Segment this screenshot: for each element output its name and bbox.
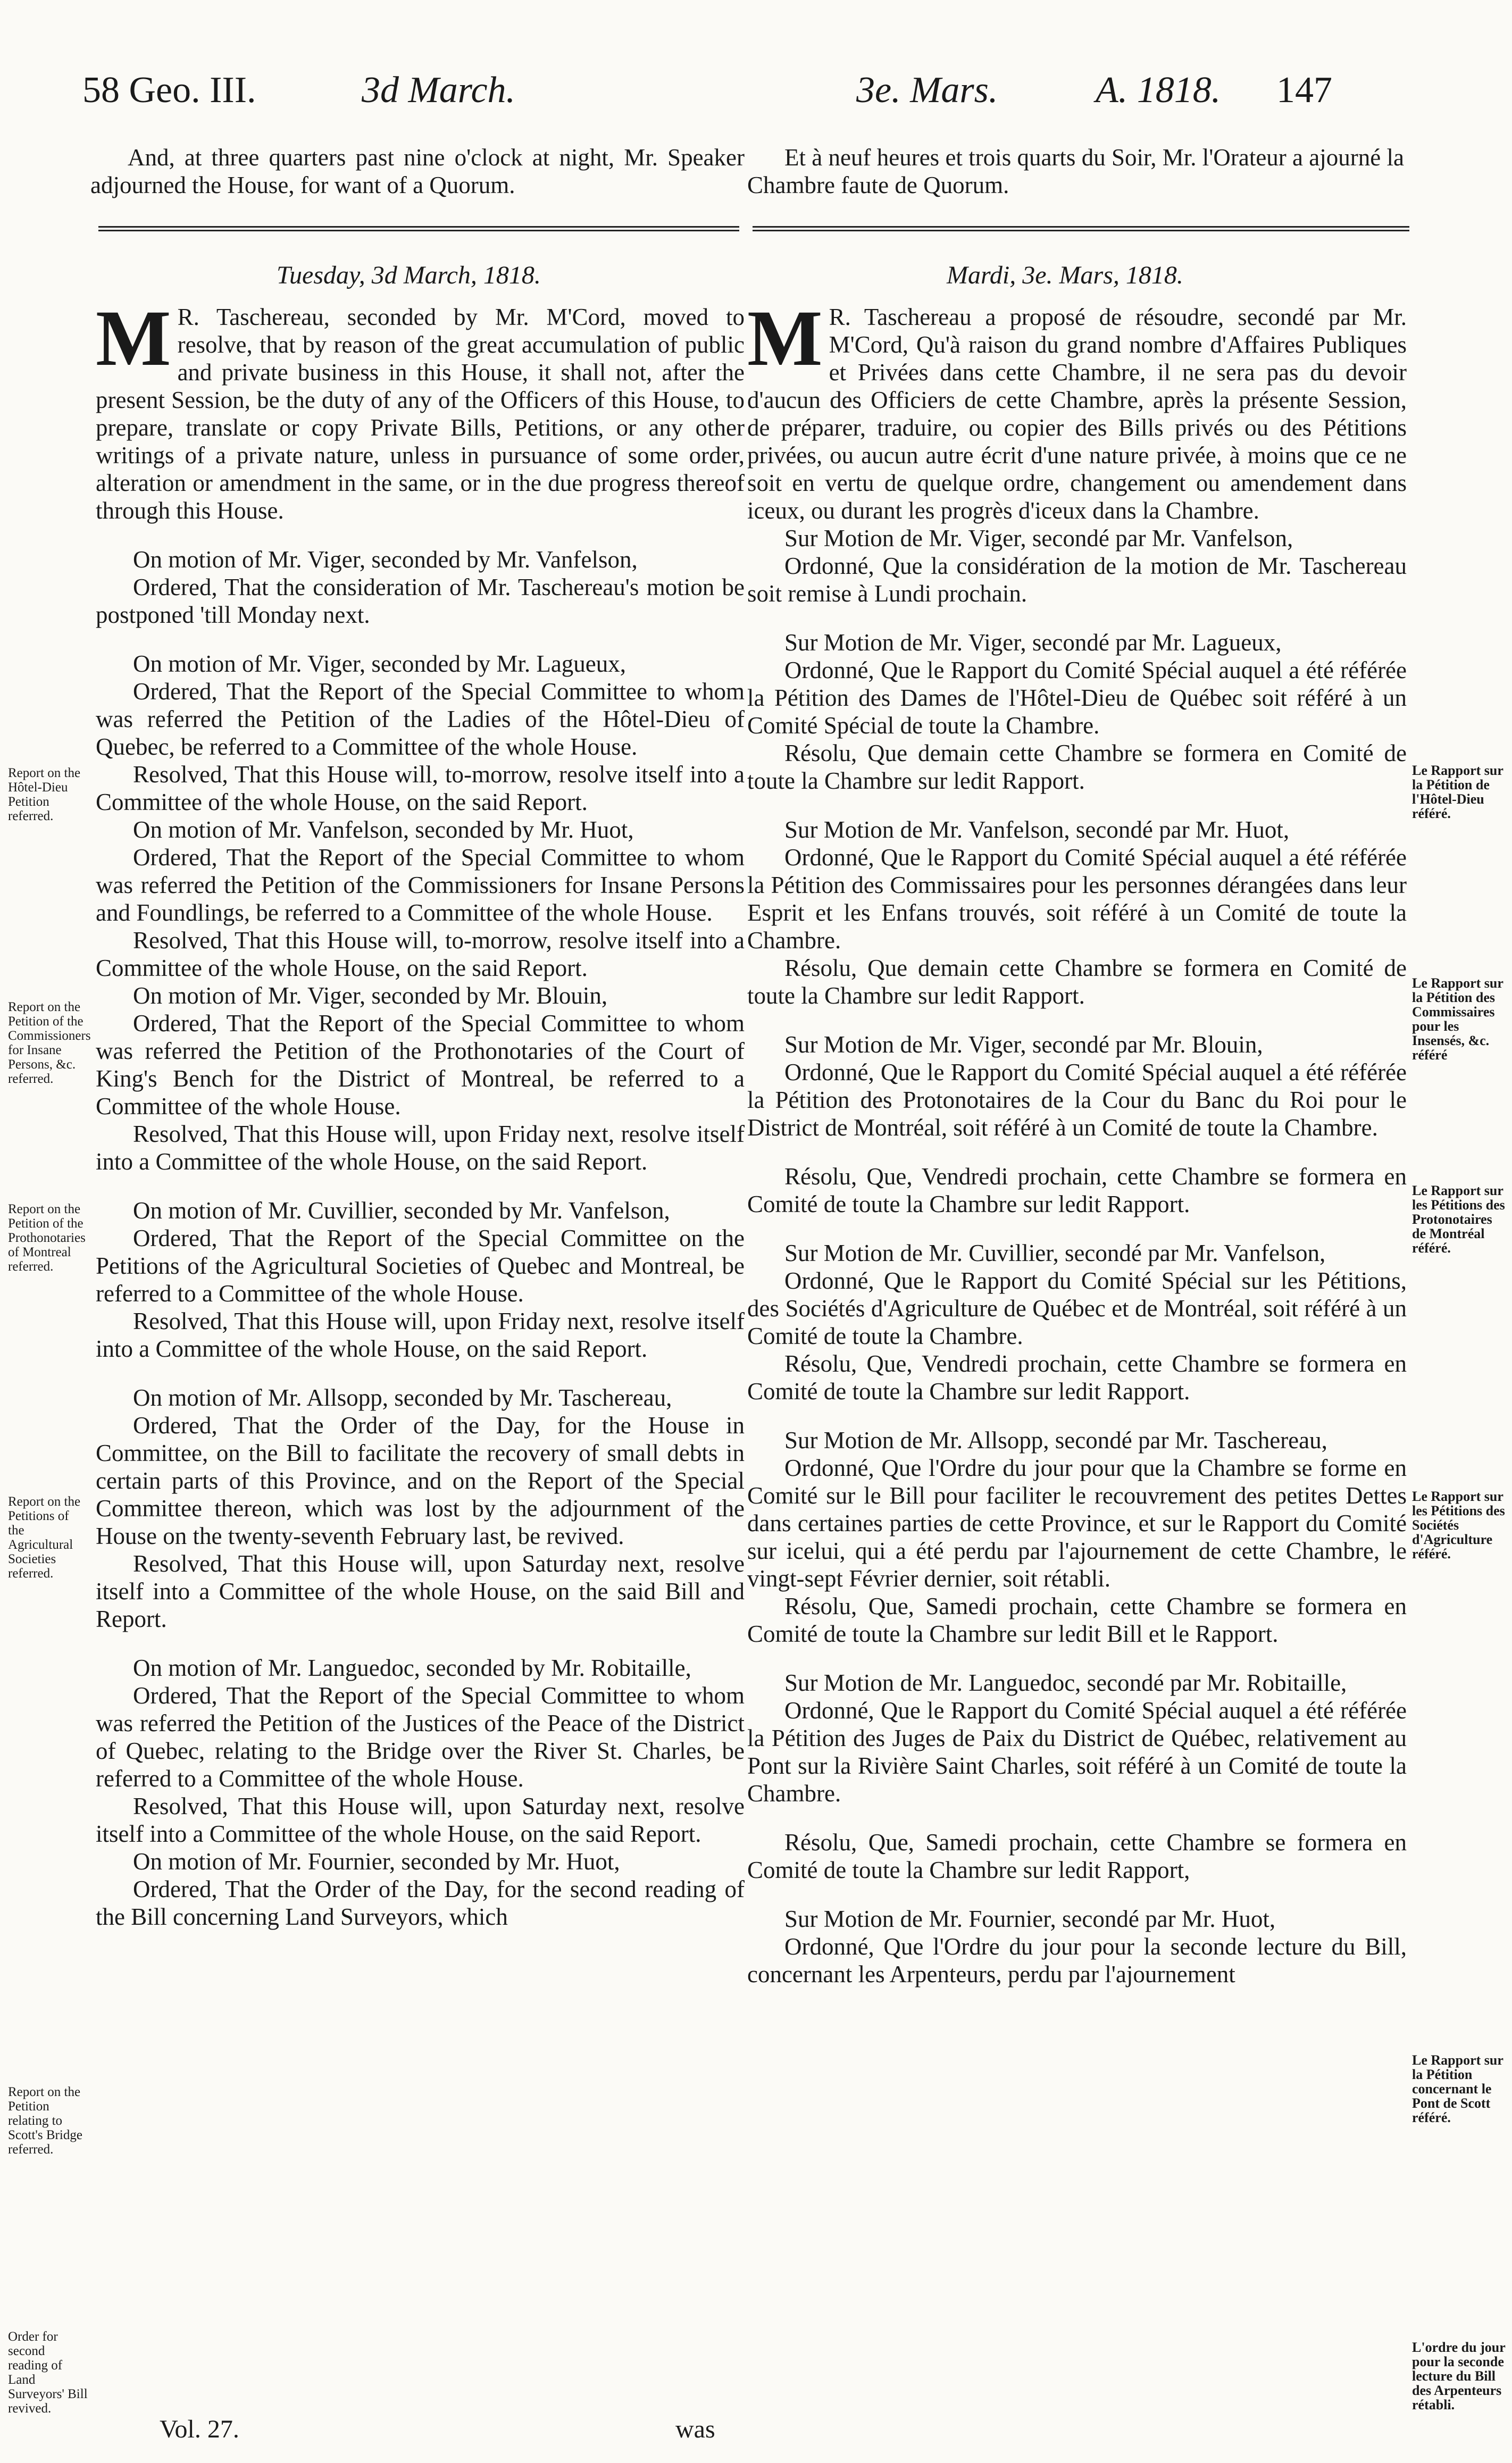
en-ordered: Ordered, That the Report of the Special Committee on the Petitions of the Agricultural Societies of Quebec and Montreal, be referred to a Committee of the whole House. — [96, 1225, 745, 1307]
margin-note-en: Report on the Hôtel-Dieu Petition referred. — [8, 766, 81, 823]
margin-note-fr: L'ordre du jour pour la seconde lecture du Bill des Arpenteurs rétabli. — [1412, 2340, 1506, 2412]
volume-signature: Vol. 27. — [160, 2415, 239, 2443]
en-motion: On motion of Mr. Viger, seconded by Mr. Blouin, — [133, 982, 608, 1009]
margin-note-fr: Le Rapport sur la Pétition de l'Hôtel-Dieu référé. — [1412, 763, 1503, 821]
fr-ordonne: Ordonné, Que l'Ordre du jour pour que la Chambre se forme en Comité sur le Bill pour faciliter le recouvrement des petites Dettes dans certaines parties de cette Province, et sur le Rapport du Comité sur icelui, qui a été perdu par l'ajournement de cette Chambre, le vingt-sept Février dernier, soit rétabli. — [747, 1455, 1407, 1592]
en-resolved: Resolved, That this House will, upon Friday next, resolve itself into a Committee of the whole House, on the said Report. — [96, 1308, 745, 1362]
en-resolved: Resolved, That this House will, to-morrow, resolve itself into a Committee of the whole House, on the said Report. — [96, 761, 745, 815]
fr-motion: Sur Motion de Mr. Viger, secondé par Mr. Blouin, — [784, 1031, 1263, 1058]
header-date-fr: 3e. Mars. — [856, 70, 998, 111]
margin-note-en: Report on the Petition of the Prothonotaries of Montreal referred. — [8, 1202, 86, 1274]
en-ordered: Ordered, That the Order of the Day, for the second reading of the Bill concerning Land Surveyors, which — [96, 1876, 745, 1930]
fr-resolu: Résolu, Que, Vendredi prochain, cette Chambre se formera en Comité de toute la Chambre sur ledit Rapport. — [747, 1350, 1407, 1405]
en-resolved: Resolved, That this House will, upon Friday next, resolve itself into a Committee of the whole House, on the said Report. — [96, 1121, 745, 1175]
header-session: 58 Geo. III. — [82, 70, 256, 111]
margin-note-en: Report on the Petition of the Commissioners for Insane Persons, &c. referred. — [8, 1000, 91, 1086]
fr-motion: Sur Motion de Mr. Vanfelson, secondé par Mr. Huot, — [784, 816, 1290, 843]
fr-resolu: Résolu, Que, Samedi prochain, cette Chambre se formera en Comité de toute la Chambre sur ledit Bill et le Rapport. — [747, 1593, 1407, 1647]
en-ordered: Ordered, That the Report of the Special Committee to whom was referred the Petition of the Commissioners for Insane Persons and Foundlings, be referred to a Committee of the whole House. — [96, 844, 745, 926]
fr-motion: Sur Motion de Mr. Cuvillier, secondé par Mr. Vanfelson, — [784, 1240, 1326, 1266]
sitting-date-en: Tuesday, 3d March, 1818. — [277, 261, 541, 289]
adjourn-en: And, at three quarters past nine o'clock at night, Mr. Speaker adjourned the House, for want of a Quorum. — [90, 144, 745, 198]
fr-resolu: Résolu, Que demain cette Chambre se formera en Comité de toute la Chambre sur ledit Rapport. — [747, 955, 1407, 1009]
fr-paragraph: M R. Taschereau a proposé de résoudre, secondé par Mr. M'Cord, Qu'à raison du grand nombre d'Affaires Publiques et Privées dans cette Chambre, il ne sera pas du devoir d'aucun des Officiers de cette Chambre, après la présente Session, de préparer, traduire, ou copier des Bills privés ou des Pétitions privées, ou aucun autre écrit d'une nature privée, à moins que ce ne soit en vertu de quelque ordre, changement ou amendement dans iceux, ou durant les progrès d'iceux dans la Chambre. — [747, 294, 1407, 524]
fr-ordonne: Ordonné, Que la considération de la motion de Mr. Taschereau soit remise à Lundi prochain. — [747, 553, 1407, 607]
fr-resolu: Résolu, Que, Samedi prochain, cette Chambre se formera en Comité de toute la Chambre sur ledit Rapport, — [747, 1829, 1407, 1883]
fr-resolu: Résolu, Que, Vendredi prochain, cette Chambre se formera en Comité de toute la Chambre sur ledit Rapport. — [747, 1163, 1407, 1217]
french-column — [747, 294, 1407, 1988]
fr-resolu: Résolu, Que demain cette Chambre se formera en Comité de toute la Chambre sur ledit Rapport. — [747, 740, 1407, 794]
en-motion: On motion of Mr. Cuvillier, seconded by Mr. Vanfelson, — [133, 1197, 670, 1224]
fr-motion: Sur Motion de Mr. Allsopp, secondé par Mr. Taschereau, — [784, 1427, 1327, 1454]
header-year: A. 1818. — [1096, 70, 1221, 111]
page-number: 147 — [1276, 70, 1332, 111]
fr-motion: Sur Motion de Mr. Viger, secondé par Mr. Vanfelson, — [784, 525, 1293, 552]
en-motion: On motion of Mr. Vanfelson, seconded by Mr. Huot, — [133, 816, 634, 843]
fr-motion: Sur Motion de Mr. Languedoc, secondé par Mr. Robitaille, — [784, 1669, 1347, 1696]
header-date-en: 3d March. — [362, 70, 516, 111]
catchword: was — [675, 2415, 715, 2443]
adjourn-fr-block — [747, 144, 1404, 199]
en-motion: On motion of Mr. Languedoc, seconded by Mr. Robitaille, — [133, 1655, 691, 1681]
margin-note-en: Report on the Petitions of the Agricultural Societies referred. — [8, 1495, 81, 1581]
adjourn-fr: Et à neuf heures et trois quarts du Soir, Mr. l'Orateur a ajourné la Chambre faute de Quorum. — [747, 144, 1404, 198]
en-resolved: Resolved, That this House will, upon Saturday next, resolve itself into a Committee of the whole House, on the said Report. — [96, 1793, 745, 1847]
en-ordered: Ordered, That the Report of the Special Committee to whom was referred the Petition of the Ladies of the Hôtel-Dieu of Quebec, be referred to a Committee of the whole House. — [96, 678, 745, 760]
divider-rule-en — [98, 226, 739, 231]
fr-motion: Sur Motion de Mr. Fournier, secondé par Mr. Huot, — [784, 1906, 1276, 1932]
en-ordered: Ordered, That the Report of the Special Committee to whom was referred the Petition of the Prothonotaries of the Court of King's Bench for the District of Montreal, be referred to a Committee of the whole House. — [96, 1010, 745, 1120]
en-motion: On motion of Mr. Viger, seconded by Mr. Vanfelson, — [133, 546, 638, 573]
divider-rule-fr — [753, 226, 1409, 231]
margin-note-fr: Le Rapport sur la Pétition concernant le Pont de Scott référé. — [1412, 2052, 1503, 2125]
drop-cap: M — [96, 294, 171, 382]
en-motion: On motion of Mr. Fournier, seconded by Mr. Huot, — [133, 1848, 620, 1875]
en-resolved: Resolved, That this House will, upon Saturday next, resolve itself into a Committee of the whole House, on the said Bill and Report. — [96, 1550, 745, 1632]
adjourn-en-block — [90, 144, 745, 199]
fr-ordonne: Ordonné, Que le Rapport du Comité Spécial auquel a été référée la Pétition des Dames de l'Hôtel-Dieu de Québec soit référé à un Comité Spécial de toute la Chambre. — [747, 657, 1407, 739]
drop-cap: M — [747, 294, 823, 382]
en-ordered: Ordered, That the Order of the Day, for the House in Committee, on the Bill to facilitate the recovery of small debts in certain parts of this Province, and on the Report of the Special Committee thereon, which was lost by the adjournment of the House on the twenty-seventh February last, be revived. — [96, 1412, 745, 1549]
fr-ordonne: Ordonné, Que le Rapport du Comité Spécial sur les Pétitions, des Sociétés d'Agriculture de Québec et de Montréal, soit référé à un Comité de toute la Chambre. — [747, 1267, 1407, 1349]
english-column — [96, 294, 745, 1931]
fr-motion: Sur Motion de Mr. Viger, secondé par Mr. Lagueux, — [784, 629, 1282, 656]
en-motion: On motion of Mr. Allsopp, seconded by Mr. Taschereau, — [133, 1384, 672, 1411]
margin-note-fr: Le Rapport sur la Pétition des Commissaires pour les Insensés, &c. référé — [1412, 975, 1503, 1063]
margin-note-fr: Le Rapport sur les Pétitions des Sociétés d'Agriculture référé. — [1412, 1489, 1505, 1562]
fr-ordonne: Ordonné, Que le Rapport du Comité Spécial auquel a été référée la Pétition des Commissaires pour les personnes dérangées dans leur Esprit et les Enfans trouvés, soit référé à un Comité de toute la Chambre. — [747, 844, 1407, 954]
en-resolved: Resolved, That this House will, to-morrow, resolve itself into a Committee of the whole House, on the said Report. — [96, 927, 745, 981]
sitting-date-fr: Mardi, 3e. Mars, 1818. — [947, 261, 1183, 289]
margin-note-en: Order for second reading of Land Surveyors' Bill revived. — [8, 2330, 88, 2416]
fr-ordonne: Ordonné, Que le Rapport du Comité Spécial auquel a été référée la Pétition des Juges de Paix du District de Québec, relativement au Pont sur la Rivière Saint Charles, soit référé à un Comité de toute la Chambre. — [747, 1697, 1407, 1807]
en-motion: On motion of Mr. Viger, seconded by Mr. Lagueux, — [133, 650, 626, 677]
fr-ordonne: Ordonné, Que le Rapport du Comité Spécial auquel a été référée la Pétition des Protonotaires de la Cour du Banc du Roi pour le District de Montréal, soit référé à un Comité de toute la Chambre. — [747, 1059, 1407, 1141]
fr-ordonne: Ordonné, Que l'Ordre du jour pour la seconde lecture du Bill, concernant les Arpenteurs, perdu par l'ajournement — [747, 1933, 1407, 1988]
en-paragraph: M R. Taschereau, seconded by Mr. M'Cord, moved to resolve, that by reason of the great accumulation of public and private business in this House, it shall not, after the present Session, be the duty of any of the Officers of this House, to prepare, translate or copy Private Bills, Petitions, or any other writings of a private nature, unless in pursuance of some order, alteration or amendment in the same, or in the due progress thereof through this House. — [96, 294, 745, 524]
margin-note-fr: Le Rapport sur les Pétitions des Protonotaires de Montréal référé. — [1412, 1183, 1505, 1256]
en-ordered: Ordered, That the Report of the Special Committee to whom was referred the Petition of the Justices of the Peace of the District of Quebec, relating to the Bridge over the River St. Charles, be referred to a Committee of the whole House. — [96, 1682, 745, 1792]
margin-note-en: Report on the Petition relating to Scott's Bridge referred. — [8, 2085, 82, 2157]
en-ordered: Ordered, That the consideration of Mr. Taschereau's motion be postponed 'till Monday next. — [96, 574, 745, 628]
